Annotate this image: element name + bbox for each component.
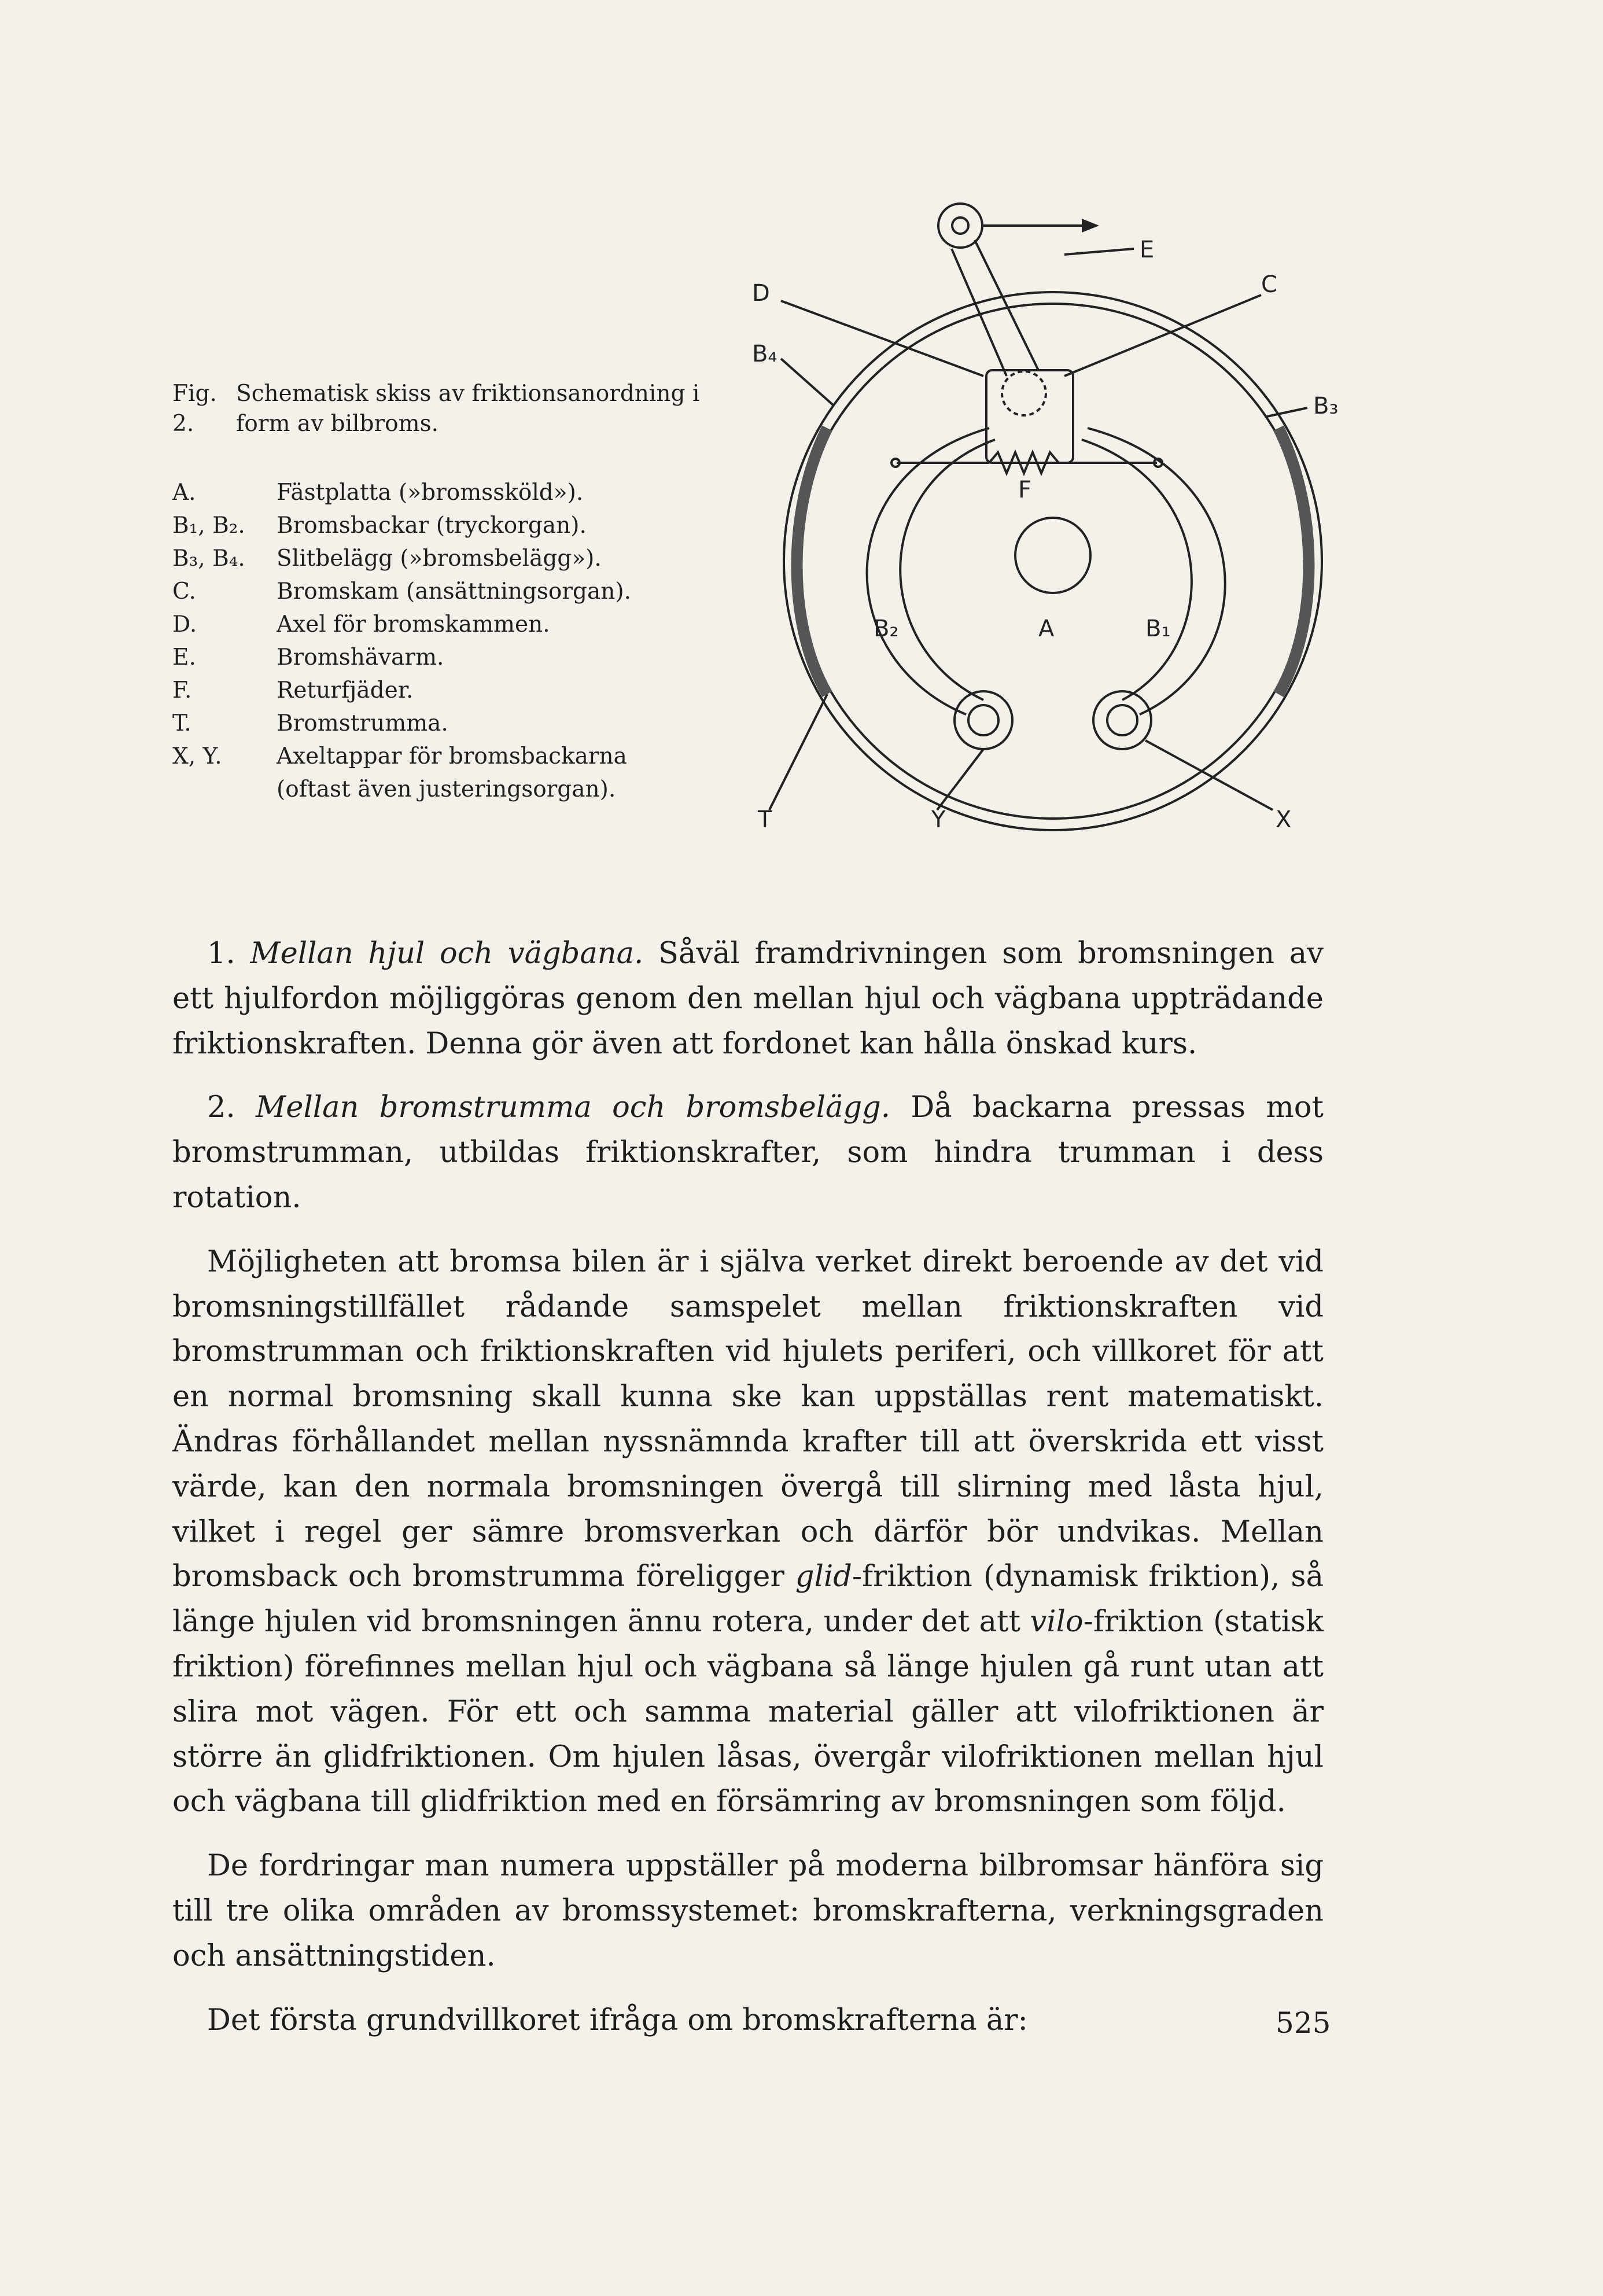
label-d: D — [752, 280, 770, 307]
lever-arrow-head — [1082, 219, 1099, 233]
label-b3: B₃ — [1313, 393, 1339, 419]
paragraph-text: Såväl framdrivningen som bromsningen av ett hjulfordon möjliggöras genom den mellan hjul och vägbana uppträdande friktionskraften. Denna gör även att fordonet kan hålla önskad kurs. — [172, 937, 1324, 1061]
label-x: X — [1276, 806, 1292, 833]
body-text — [172, 931, 1324, 2062]
cam-housing — [986, 370, 1073, 463]
legend-key: X, Y. — [172, 743, 222, 769]
center-hub — [1015, 518, 1090, 593]
label-e: E — [1140, 237, 1155, 263]
legend-item — [172, 476, 716, 509]
legend-item — [172, 773, 716, 806]
legend-key: E. — [172, 644, 196, 670]
page-number: 525 — [1276, 2006, 1331, 2040]
legend-key: C. — [172, 578, 196, 605]
paragraph-4 — [172, 1844, 1324, 1978]
paragraph-5 — [172, 1998, 1324, 2043]
legend-value: Axel för bromskammen. — [277, 611, 550, 637]
pin-y-inner — [968, 705, 998, 735]
paragraph-text: Möjligheten att bromsa bilen är i själva verket direkt beroende av det vid bromsningstillfället rådande samspelet mellan friktionskraften vid bromstrumman och friktionskraften vid hjulets periferi, och villkoret för att en normal bromsning skall kunna ske kan uppställas rent matematiskt. Ändras förhållandet mellan nyssnämnda krafter till att överskrida ett visst värde, kan den normala bromsningen övergå till slirning med låsta hjul, vilket i regel ger sämre bromsverkan och därför bör undvikas. Mellan bromsback och bromstrumma föreligger — [172, 1244, 1324, 1594]
brake-drum-outer — [784, 292, 1322, 830]
legend-key: A. — [172, 480, 196, 506]
paragraph-2 — [172, 1085, 1324, 1220]
legend-key: B₃, B₄. — [172, 546, 245, 572]
paragraph-heading: Mellan bromstrumma och bromsbelägg. — [256, 1090, 890, 1125]
brake-drum-inner — [795, 304, 1310, 819]
paragraph-text: Det första grundvillkoret ifråga om bromskrafterna är: — [207, 2003, 1028, 2037]
legend-key: F. — [172, 677, 192, 703]
legend-key: B₁, B₂. — [172, 513, 245, 539]
brake-diagram — [740, 185, 1365, 879]
brake-shoe-b1 — [1088, 428, 1225, 714]
brake-shoe-b1-inner — [1082, 440, 1192, 700]
paragraph-text: -friktion (statisk friktion) förefinnes mellan hjul och vägbana så länge hjulen gå runt utan att slira mot vägen. För ett och samma material gäller att vilofriktionen är större än glidfriktionen. Om hjulen låsas, övergår vilofriktionen mellan hjul och vägbana till glidfriktion med en försämring av bromsningen som följd. — [172, 1605, 1324, 1819]
legend-value: Bromshävarm. — [277, 644, 444, 670]
legend-value: Bromstrumma. — [277, 710, 448, 736]
leader-line-x — [1145, 740, 1273, 810]
label-f: F — [1018, 477, 1032, 503]
leader-line-b4 — [781, 359, 833, 405]
leader-line-t — [769, 694, 827, 810]
lever-arm-line — [952, 249, 1007, 376]
label-b2: B₂ — [874, 616, 899, 642]
legend-item — [172, 641, 716, 674]
label-c: C — [1261, 271, 1277, 298]
brake-shoe-b2 — [867, 428, 989, 714]
cam-circle — [1002, 371, 1046, 415]
paragraph-heading: Mellan hjul och vägbana. — [250, 937, 644, 971]
paragraph-text: -friktion (dynamisk friktion), så länge hjulen vid bromsningen ännu rotera, under det att — [172, 1560, 1324, 1639]
legend-item — [172, 740, 716, 773]
pin-x-inner — [1107, 705, 1137, 735]
paragraph-number: 2. — [207, 1090, 235, 1125]
paragraph-number: 1. — [207, 937, 235, 971]
italic-term: vilo — [1030, 1605, 1084, 1639]
legend-value: Fästplatta (»bromssköld»). — [277, 480, 584, 506]
paragraph-3 — [172, 1240, 1324, 1825]
italic-term: glid — [795, 1560, 852, 1594]
legend-key: T. — [172, 710, 191, 736]
legend-value: Axeltappar för bromsbackarna — [277, 743, 627, 769]
leader-line-b3 — [1267, 408, 1307, 417]
figure-title: Schematisk skiss av friktionsanordning i form av bilbroms. — [236, 381, 700, 437]
legend-item — [172, 542, 716, 575]
legend-item — [172, 674, 716, 707]
legend-key — [172, 773, 277, 806]
brake-shoe-b2-inner — [900, 440, 995, 700]
legend-value: (oftast även justeringsorgan). — [277, 776, 616, 802]
legend-value: Returfjäder. — [277, 677, 414, 703]
label-b4: B₄ — [752, 341, 777, 367]
figure-caption — [172, 379, 716, 806]
figure-label: Fig. 2. — [172, 381, 217, 437]
lever-pivot-hub — [952, 218, 968, 234]
paragraph-text: Då backarna pressas mot bromstrumman, utbildas friktionskrafter, som hindra trumman i dess rotation. — [172, 1090, 1324, 1215]
label-y: Y — [931, 806, 946, 833]
label-b1: B₁ — [1145, 616, 1171, 642]
paragraph-text: De fordringar man numera uppställer på moderna bilbromsar hänföra sig till tre olika områden av bromssystemet: bromskrafterna, verkningsgraden och ansättningstiden. — [172, 1849, 1324, 1973]
legend-key: D. — [172, 611, 197, 637]
brake-diagram-svg — [740, 185, 1365, 879]
legend-value: Bromskam (ansättningsorgan). — [277, 578, 631, 605]
figure-legend — [172, 476, 716, 806]
legend-value: Bromsbackar (tryckorgan). — [277, 513, 587, 539]
paragraph-1 — [172, 931, 1324, 1066]
legend-item — [172, 509, 716, 542]
legend-value: Slitbelägg (»bromsbelägg»). — [277, 546, 602, 572]
leader-line-e — [1064, 249, 1134, 255]
label-t: T — [758, 806, 772, 833]
legend-item — [172, 608, 716, 641]
caption-title-row — [172, 379, 716, 439]
legend-item — [172, 707, 716, 740]
legend-item — [172, 575, 716, 608]
label-a: A — [1038, 616, 1055, 642]
